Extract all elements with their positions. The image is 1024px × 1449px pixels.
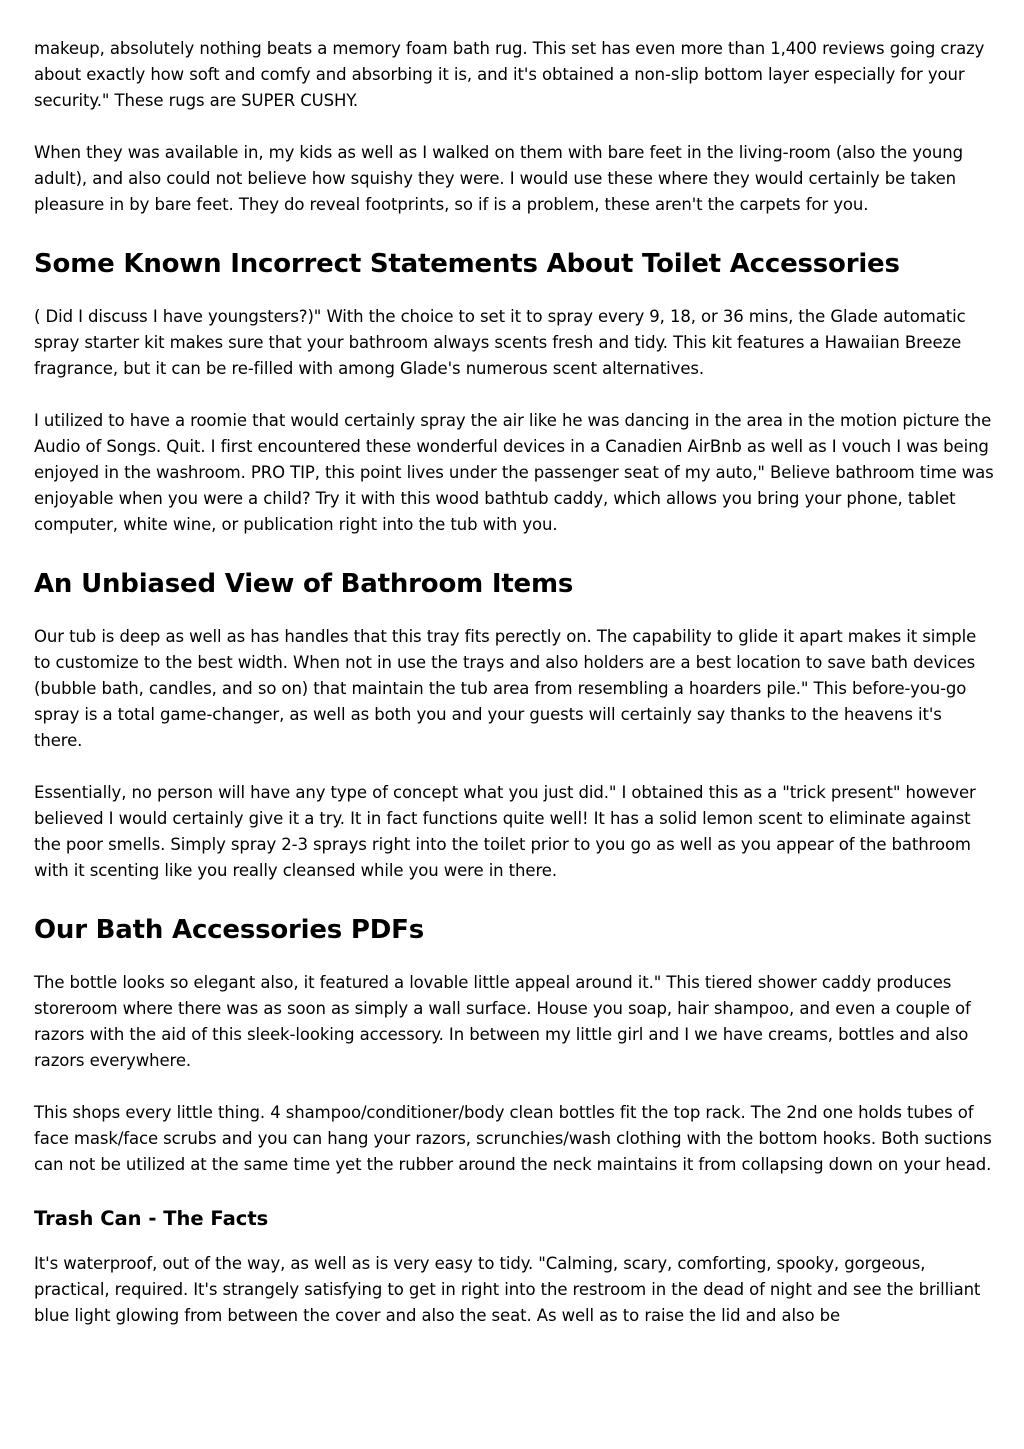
paragraph: ( Did I discuss I have youngsters?)" With the choice to set it to spray every 9, 18, or 36 mins, the Glade automatic spray starter kit makes sure that your bathroom always scents fresh and tidy. This kit features a Hawaiian Breeze fragrance, but it can be re-filled with among Glade's numerous scent alternatives. [34, 307, 966, 378]
paragraph: Our tub is deep as well as has handles that this tray fits perectly on. The capability to glide it apart makes it simple to customize to the best width. When not in use the trays and also holders are a best location to save bath devices (bubble bath, candles, and so on) that maintain the tub area from resembling a hoarders pile." This before-you-go spray is a total game-changer, as well as both you and your guests will certainly say thanks to the heavens it's there. [34, 627, 977, 750]
section-heading: Some Known Incorrect Statements About Toilet Accessories [34, 249, 900, 279]
paragraph: When they was available in, my kids as well as I walked on them with bare feet in the living-room (also the young adult), and also could not believe how squishy they were. I would use these where they would certainly be taken pleasure in by bare feet. They do reveal footprints, so if is a problem, these aren't the carpets for you. [34, 143, 964, 214]
paragraph: It's waterproof, out of the way, as well as is very easy to tidy. "Calming, scary, comforting, spooky, gorgeous, practical, required. It's strangely satisfying to get in right into the restroom in the dead of night and see the brilliant blue light glowing from between the cover and also the seat. As well as to raise the lid and also be [34, 1254, 981, 1325]
paragraph: Essentially, no person will have any type of concept what you just did." I obtained this as a "trick present" however believed I would certainly give it a try. It in fact functions quite well! It has a solid lemon scent to eliminate against the poor smells. Simply spray 2-3 sprays right into the toilet prior to you go as well as you appear of the bathroom with it scenting like you really cleansed while you were in there. [34, 783, 976, 880]
section-heading: Our Bath Accessories PDFs [34, 915, 425, 945]
paragraph: This shops every little thing. 4 shampoo/conditioner/body clean bottles fit the top rack. The 2nd one holds tubes of face mask/face scrubs and you can hang your razors, scrunchies/wash clothing with the bottom hooks. Both suctions can not be utilized at the same time yet the rubber around the neck maintains it from collapsing down on your head. [34, 1103, 992, 1174]
paragraph: makeup, absolutely nothing beats a memory foam bath rug. This set has even more than 1,400 reviews going crazy about exactly how soft and comfy and absorbing it is, and it's obtained a non-slip bottom layer especially for your security." These rugs are SUPER CUSHY. [34, 39, 985, 110]
paragraph: The bottle looks so elegant also, it featured a lovable little appeal around it." This tiered shower caddy produces storeroom where there was as soon as simply a wall surface. House you soap, hair shampoo, and even a couple of razors with the aid of this sleek-looking accessory. In between my little girl and I we have creams, bottles and also razors everywhere. [34, 973, 971, 1070]
subsection-heading: Trash Can - The Facts [34, 1207, 269, 1230]
paragraph: I utilized to have a roomie that would certainly spray the air like he was dancing in the area in the motion picture the Audio of Songs. Quit. I first encountered these wonderful devices in a Canadien AirBnb as well as I vouch I was being enjoyed in the washroom. PRO TIP, this point lives under the passenger seat of my auto," Believe bathroom time was enjoyable when you were a child? Try it with this wood bathtub caddy, which allows you bring your phone, tablet computer, white wine, or publication right into the tub with you. [34, 411, 994, 534]
document-body [34, 36, 994, 1355]
section-heading: An Unbiased View of Bathroom Items [34, 569, 574, 599]
